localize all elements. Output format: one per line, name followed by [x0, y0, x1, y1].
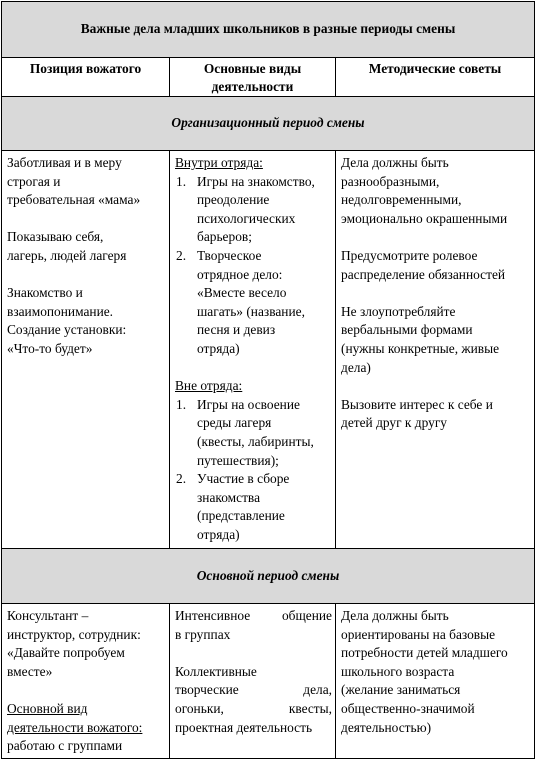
text-line: проектная деятельность	[175, 719, 313, 735]
text-line: Показываю себя,	[7, 229, 104, 245]
text-line: «Давайте попробуем	[7, 645, 125, 661]
text-line: Предусмотрите ролевое	[341, 247, 478, 263]
text-line: Игры на освоение	[197, 396, 300, 412]
text-line: эмоционально окрашенными	[341, 210, 508, 226]
text-line: огоньки, квесты,	[175, 700, 332, 716]
period-row-organizational	[2, 97, 535, 151]
list-number: 1.	[176, 396, 187, 412]
cell-advice	[336, 604, 535, 759]
text-line: Дела должны быть	[341, 608, 449, 623]
text-line: среды лагеря	[197, 415, 272, 431]
outside-unit-label: Вне отряда:	[175, 378, 243, 394]
text-line: распределение обязанностей	[341, 266, 506, 282]
list-number: 2.	[176, 247, 187, 263]
text-line: инструктор, сотрудник:	[7, 626, 141, 642]
outside-unit-list	[175, 396, 332, 545]
text-line: Знакомство и	[7, 285, 83, 301]
text-line: Интенсивное общение	[175, 608, 332, 623]
text-line: недолговременными,	[341, 192, 462, 208]
text-line: в группах	[175, 626, 231, 642]
text-line: Дела должны быть	[341, 155, 449, 170]
text-line: Консультант –	[7, 608, 89, 623]
text-line: разнообразными,	[341, 173, 440, 189]
text-line: ориентированы на базовые	[341, 626, 496, 642]
text-line: отрядное дело:	[197, 266, 283, 282]
list-number: 2.	[176, 471, 187, 487]
inside-unit-label: Внутри отряда:	[175, 155, 263, 170]
text-line: Вызовите интерес к себе и	[341, 396, 493, 412]
column-header-advice: Методические советы	[336, 58, 535, 97]
text-line: Заботливая и в меру	[7, 155, 122, 170]
text-line: детей друг к другу	[341, 415, 448, 431]
text-line: знакомства	[197, 489, 261, 505]
text-line: шагать» (название,	[197, 303, 305, 319]
column-header-position: Позиция вожатого	[2, 58, 170, 97]
text-line: деятельностью)	[341, 719, 432, 735]
text-line: (квесты, лабиринты,	[197, 433, 314, 449]
text-line: требовательная «мама»	[7, 192, 141, 208]
cell-position	[2, 151, 170, 549]
text-line: потребности детей младшего	[341, 645, 508, 661]
text-line: строгая и	[7, 173, 61, 189]
text-line: общественно-значимой	[341, 700, 475, 716]
text-line: (нужны конкретные, живые	[341, 340, 500, 356]
text-line: вербальными формами	[341, 322, 473, 338]
list-number: 1.	[176, 173, 187, 189]
text-line: «Вместе весело	[197, 285, 287, 301]
list-item	[175, 173, 332, 247]
text-line: путешествия);	[197, 452, 279, 468]
text-line: (желание заниматься	[341, 682, 461, 698]
text-line: Участие в сборе	[197, 471, 290, 487]
text-line: работаю с группами	[7, 738, 123, 754]
period-title: Организационный период смены	[2, 97, 535, 151]
text-line: барьеров;	[197, 229, 252, 245]
period-title: Основной период смены	[2, 549, 535, 604]
cell-activities	[170, 604, 336, 759]
text-line: «Что-то будет»	[7, 340, 93, 356]
content-row-organizational	[2, 151, 535, 549]
text-line: преодоление	[197, 192, 270, 208]
text-line: Не злоупотребляйте	[341, 303, 456, 319]
text-line: отряда)	[197, 526, 240, 542]
text-line: Творческое	[197, 247, 262, 263]
cell-activities	[170, 151, 336, 549]
text-line: лагерь, людей лагеря	[7, 247, 127, 263]
activities-table	[1, 1, 535, 759]
text-line: (представление	[197, 508, 285, 524]
text-line: творческие дела,	[175, 682, 332, 698]
document	[1, 1, 534, 759]
text-line: песня и девиз	[197, 322, 276, 338]
inside-unit-list	[175, 173, 332, 359]
text-line: деятельности вожатого:	[7, 719, 143, 735]
period-row-main	[2, 549, 535, 604]
text-line: Коллективные	[175, 663, 257, 679]
column-header-row	[2, 58, 535, 97]
text-line: вместе»	[7, 663, 53, 679]
text-line: психологических	[197, 210, 296, 226]
text-line: школьного возраста	[341, 663, 455, 679]
text-line: взаимопонимание.	[7, 303, 114, 319]
text-line: Основной вид	[7, 700, 88, 716]
text-line: Игры на знакомство,	[197, 173, 315, 189]
list-item	[175, 470, 332, 544]
text-line: дела)	[341, 359, 371, 375]
column-header-activities: Основные виды деятельности	[170, 58, 336, 97]
table-title-row	[2, 2, 535, 58]
list-item	[175, 396, 332, 470]
table-title: Важные дела младших школьников в разные периоды смены	[2, 2, 535, 58]
content-row-main	[2, 604, 535, 759]
text-line: отряда)	[197, 340, 240, 356]
cell-advice	[336, 151, 535, 549]
list-item	[175, 247, 332, 359]
text-line: Создание установки:	[7, 322, 127, 338]
cell-position	[2, 604, 170, 759]
